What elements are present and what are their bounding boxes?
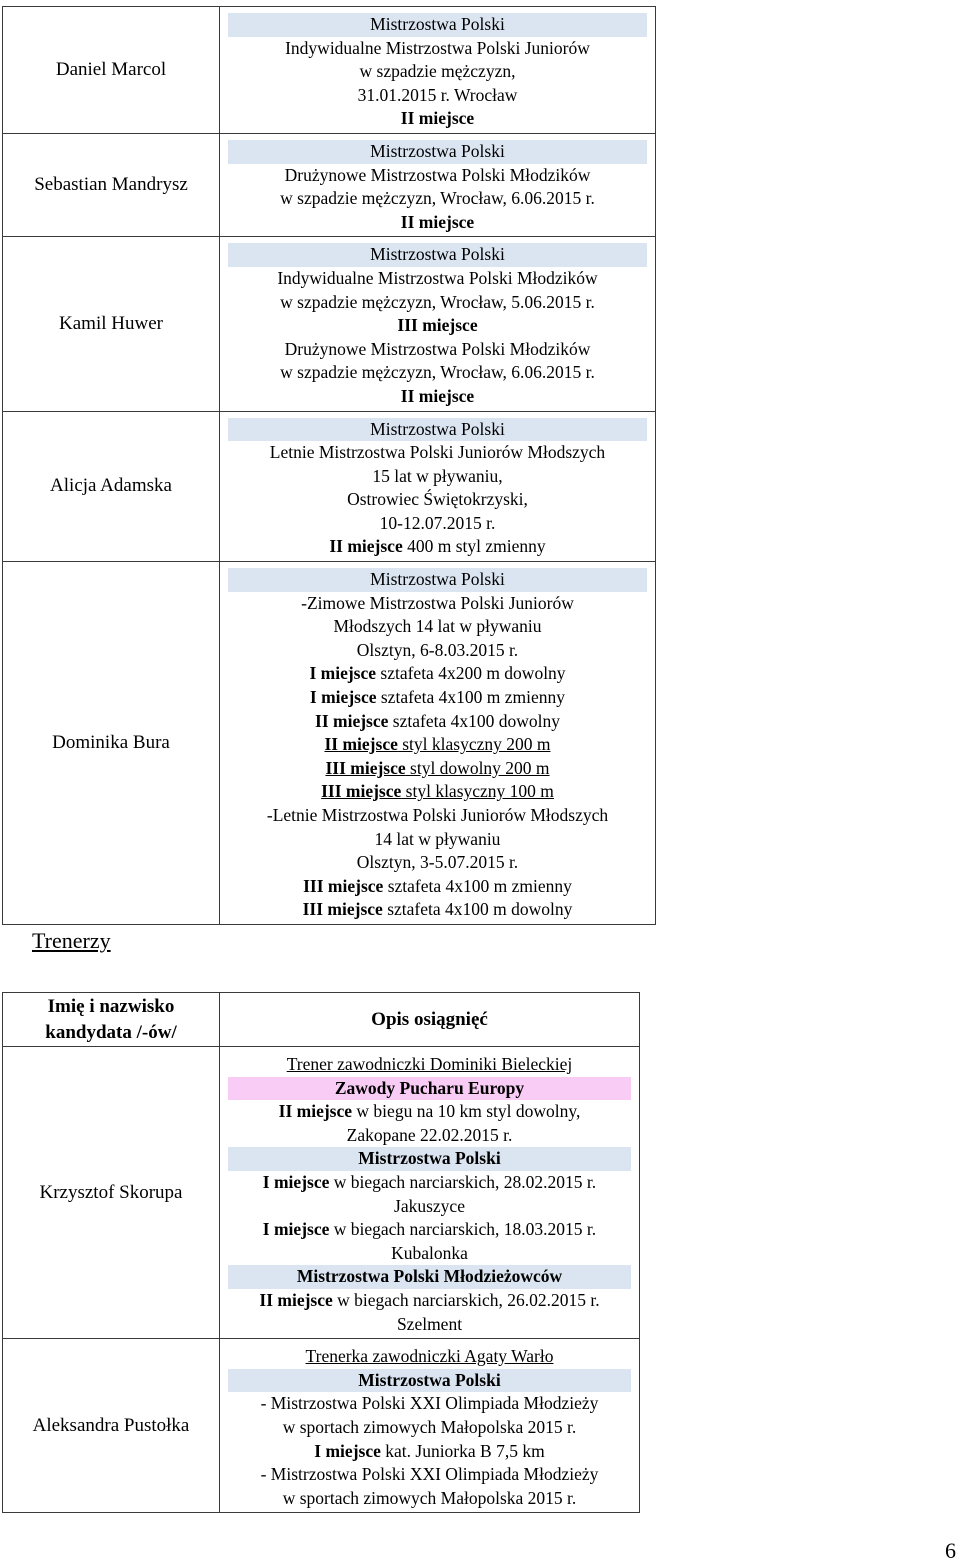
line-text: Mistrzostwa Polski [370,418,505,439]
description-line [228,828,647,852]
line-text: 14 lat w pływaniu [374,828,501,849]
placement-text: I miejsce [314,1440,381,1461]
placement-text: II miejsce [315,710,389,731]
line-text: 31.01.2015 r. Wrocław [357,84,518,105]
line-text: Zakopane 22.02.2015 r. [346,1124,513,1145]
achievement-description [220,237,656,411]
achievement-description [220,411,656,562]
description-line [228,710,647,734]
achievement-description [220,133,656,236]
line-text: w szpadzie mężczyzn, Wrocław, 5.06.2015 r. [280,291,595,312]
athlete-row [3,411,656,562]
line-text: Młodszych 14 lat w pływaniu [333,616,542,637]
athlete-row [3,237,656,411]
achievement-description [220,7,656,134]
line-text: Olsztyn, 3-5.07.2015 r. [356,852,519,873]
competition-heading [228,1265,631,1289]
placement-text: II miejsce [259,1289,333,1310]
description-line [228,107,647,131]
competition-heading [228,1147,631,1171]
line-text: w sportach zimowych Małopolska 2015 r. [282,1487,577,1508]
line-text: Mistrzostwa Polski [370,569,505,590]
placement-text: II miejsce [400,108,475,129]
coach-name: Aleksandra Pustołka [3,1339,220,1513]
line-text: Indywidualne Mistrzostwa Polski Juniorów [285,37,590,58]
description-line [228,465,647,489]
coaches-header-row [3,993,640,1047]
description-line [228,512,647,536]
line-text: styl klasyczny 100 m [401,781,554,802]
placement-text: Mistrzostwa Polski [358,1148,501,1169]
description-line [228,1416,631,1440]
athlete-name: Dominika Bura [3,562,220,925]
description-line [228,733,647,757]
athlete-name: Daniel Marcol [3,7,220,134]
description-line [228,37,647,61]
achievement-description [220,1339,640,1513]
coaches-table [2,992,640,1513]
description-line [228,1345,631,1369]
description-line [228,211,647,235]
description-line [228,314,647,338]
description-line [228,1195,631,1219]
placement-text: III miejsce [321,781,402,802]
description-line [228,187,647,211]
line-text: Jakuszyce [394,1195,465,1216]
placement-text: III miejsce [325,757,406,778]
placement-text: II miejsce [400,211,475,232]
line-text: Ostrowiec Świętokrzyski, [347,489,528,510]
line-text: w biegach narciarskich, 26.02.2015 r. [332,1289,600,1310]
line-text: -Zimowe Mistrzostwa Polski Juniorów [301,592,574,613]
line-text: Drużynowe Mistrzostwa Polski Młodzików [284,164,591,185]
column-header-description: Opis osiągnięć [220,993,640,1047]
line-text: Trener zawodniczki Dominiki Bieleckiej [286,1054,573,1074]
section-title-trenerzy: Trenerzy [32,928,111,953]
line-text: w biegu na 10 km styl dowolny, [352,1101,581,1122]
line-text: - Mistrzostwa Polski XXI Olimpiada Młodzieży [260,1393,599,1414]
athletes-table [2,6,656,925]
line-text: w sportach zimowych Małopolska 2015 r. [282,1416,577,1437]
coach-name: Krzysztof Skorupa [3,1047,220,1339]
line-text: styl klasyczny 200 m [397,734,551,755]
description-line [228,851,647,875]
description-line [228,1440,631,1464]
description-line [228,780,647,804]
competition-heading [228,568,647,592]
line-text: 10-12.07.2015 r. [379,512,496,533]
athlete-row [3,7,656,134]
line-text: Trenerka zawodniczki Agaty Warło [305,1346,554,1367]
athlete-row [3,562,656,925]
description-line [228,639,647,663]
achievement-description [220,1047,640,1339]
description-line [228,686,647,710]
line-text: sztafeta 4x100 m dowolny [382,899,573,920]
placement-text: III miejsce [302,899,383,920]
description-line [228,1463,631,1487]
description-line [228,1289,631,1313]
line-text: sztafeta 4x100 m zmienny [376,687,566,708]
description-line [228,875,647,899]
line-text: styl dowolny 200 m [405,757,550,778]
competition-heading [228,1369,631,1393]
description-line [228,592,647,616]
description-line [228,1171,631,1195]
description-line [228,1218,631,1242]
line-text: sztafeta 4x100 m zmienny [383,875,572,896]
line-text: w szpadzie mężczyzn, Wrocław, 6.06.2015 r. [280,362,595,383]
line-text: -Letnie Mistrzostwa Polski Juniorów Młodszych [266,805,609,825]
line-text: w szpadzie mężczyzn, Wrocław, 6.06.2015 r. [280,188,595,209]
line-text: sztafeta 4x100 dowolny [388,710,560,731]
description-line [228,60,647,84]
achievement-description [220,562,656,925]
athlete-name: Alicja Adamska [3,411,220,562]
competition-heading [228,418,647,442]
description-line [228,441,647,465]
description-line [228,1487,631,1511]
description-line [228,1313,631,1337]
line-text: 400 m styl zmienny [402,536,546,557]
placement-text: III miejsce [397,315,478,336]
line-text: 15 lat w pływaniu, [372,465,503,486]
description-line [228,361,647,385]
description-line [228,1053,631,1077]
coach-row [3,1339,640,1513]
page-number: 6 [945,1538,956,1563]
line-text: w szpadzie mężczyzn, [359,61,516,82]
description-line [228,662,647,686]
description-line [228,1100,631,1124]
athlete-name: Sebastian Mandrysz [3,133,220,236]
competition-heading [228,243,647,267]
description-line [228,267,647,291]
line-text: Drużynowe Mistrzostwa Polski Młodzików [284,338,591,359]
line-text: Szelment [396,1313,463,1334]
line-text: w biegach narciarskich, 18.03.2015 r. [329,1219,597,1240]
placement-text: II miejsce [324,734,398,755]
description-line [228,1242,631,1266]
description-line [228,898,647,922]
description-line [228,291,647,315]
line-text: Mistrzostwa Polski [370,140,505,161]
description-line [228,804,647,828]
placement-text: I miejsce [262,1171,330,1192]
competition-heading [228,1077,631,1101]
line-text: Mistrzostwa Polski [370,244,505,265]
line-text: sztafeta 4x200 m dowolny [376,663,566,684]
competition-heading [228,13,647,37]
description-line [228,164,647,188]
line-text: - Mistrzostwa Polski XXI Olimpiada Młodzieży [260,1464,599,1485]
column-header-name: Imię i nazwisko kandydata /-ów/ [3,993,220,1047]
placement-text: II miejsce [278,1101,353,1122]
placement-text: Zawody Pucharu Europy [334,1077,525,1098]
description-line [228,615,647,639]
line-text: Letnie Mistrzostwa Polski Juniorów Młodszych [269,442,606,463]
placement-text: II miejsce [329,536,403,557]
line-text: Mistrzostwa Polski [370,14,505,34]
line-text: Olsztyn, 6-8.03.2015 r. [356,639,519,660]
coach-row [3,1047,640,1339]
description-line [228,488,647,512]
description-line [228,535,647,559]
line-text: kat. Juniorka B 7,5 km [380,1440,545,1461]
line-text: Indywidualne Mistrzostwa Polski Młodzików [277,267,598,288]
placement-text: II miejsce [400,385,475,406]
description-line [228,385,647,409]
athlete-row [3,133,656,236]
placement-text: Mistrzostwa Polski [358,1369,501,1390]
description-line [228,1124,631,1148]
line-text: Kubalonka [391,1242,468,1263]
description-line [228,1392,631,1416]
placement-text: Mistrzostwa Polski Młodzieżowców [296,1266,563,1287]
description-line [228,757,647,781]
placement-text: I miejsce [262,1219,330,1240]
competition-heading [228,140,647,164]
placement-text: I miejsce [309,663,377,684]
athlete-name: Kamil Huwer [3,237,220,411]
placement-text: I miejsce [309,687,377,708]
line-text: w biegach narciarskich, 28.02.2015 r. [329,1171,597,1192]
placement-text: III miejsce [303,875,384,896]
description-line [228,338,647,362]
description-line [228,84,647,108]
